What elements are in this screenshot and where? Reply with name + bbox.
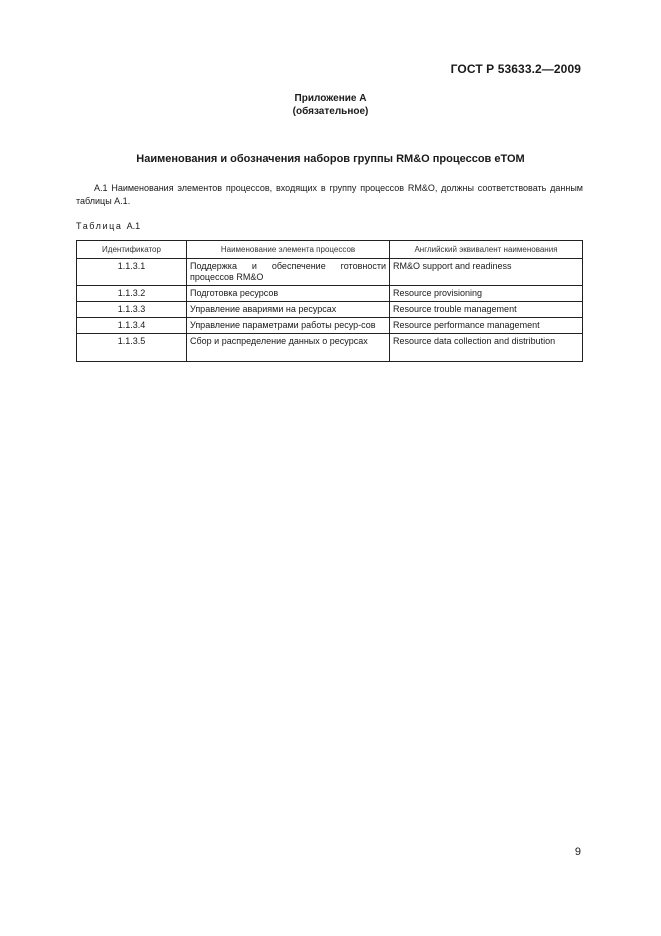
column-header-english: Английский эквивалент наименования xyxy=(390,241,583,259)
table-row xyxy=(77,286,583,302)
column-header-name: Наименование элемента процессов xyxy=(187,241,390,259)
cell-identifier: 1.1.3.1 xyxy=(77,259,187,286)
cell-english-name: Resource data collection and distribution xyxy=(390,334,583,362)
table-row xyxy=(77,334,583,362)
table-row xyxy=(77,259,583,286)
cell-process-name: Подготовка ресурсов xyxy=(187,286,390,302)
cell-process-name: Сбор и распределение данных о ресурсах xyxy=(187,334,390,362)
cell-english-name: Resource performance management xyxy=(390,318,583,334)
page-number: 9 xyxy=(574,846,581,858)
table-row xyxy=(77,318,583,334)
table-row xyxy=(77,302,583,318)
table-caption-number: А.1 xyxy=(126,221,141,231)
cell-process-name: Управление авариями на ресурсах xyxy=(187,302,390,318)
standard-identifier: ГОСТ Р 53633.2—2009 xyxy=(450,62,581,76)
column-header-identifier: Идентификатор xyxy=(77,241,187,259)
section-title: Наименования и обозначения наборов группы RM&O процессов eTOM xyxy=(136,153,525,165)
cell-process-name: Управление параметрами работы ресур-сов xyxy=(187,318,390,334)
cell-identifier: 1.1.3.2 xyxy=(77,286,187,302)
cell-english-name: Resource trouble management xyxy=(390,302,583,318)
appendix-heading xyxy=(0,92,661,118)
table-caption-word: Таблица xyxy=(76,221,123,231)
cell-process-name: Поддержка и обеспечение готовности процессов RM&O xyxy=(187,259,390,286)
cell-identifier: 1.1.3.3 xyxy=(77,302,187,318)
cell-english-name: Resource provisioning xyxy=(390,286,583,302)
appendix-title: Приложение А xyxy=(294,93,367,104)
appendix-subtitle: (обязательное) xyxy=(292,106,369,117)
process-table xyxy=(76,240,583,362)
body-paragraph: А.1 Наименования элементов процессов, входящих в группу процессов RM&O, должны соответствовать данным таблицы А.1. xyxy=(76,183,583,206)
cell-english-name: RM&O support and readiness xyxy=(390,259,583,286)
table-header-row xyxy=(77,241,583,259)
cell-identifier: 1.1.3.5 xyxy=(77,334,187,362)
cell-identifier: 1.1.3.4 xyxy=(77,318,187,334)
table-caption xyxy=(76,221,140,231)
